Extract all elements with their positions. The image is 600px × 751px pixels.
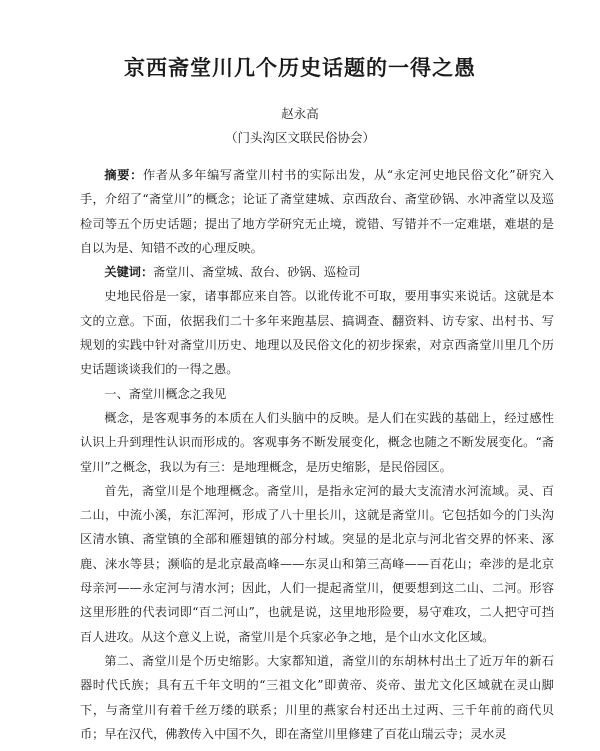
keywords-paragraph <box>80 260 554 284</box>
abstract-paragraph <box>80 163 554 260</box>
body-paragraph: 第二、斋堂川是个历史缩影。大家都知道，斋堂川的东胡林村出土了近万年的新石器时代氏族；具有五千年文明的“三祖文化”即黄帝、炎帝、蚩尤文化区域就在灵山脚下，与斋堂川有着千丝万缕的联系；川里的燕家台村还出土过两、三千年前的商代贝币；早在汉代，佛教传入中国不久，即在斋堂川里修建了百花山瑞云寺；灵水灵 <box>80 653 554 741</box>
section-heading: 一、斋堂川概念之我见 <box>104 386 227 401</box>
keywords-text: 斋堂川、斋堂城、敌台、砂锅、巡检司 <box>153 265 361 280</box>
keywords-label: 关键词： <box>104 265 154 280</box>
paper-body <box>80 163 554 746</box>
intro-paragraph: 史地民俗是一家，诸事都应来自答。以讹传讹不可取，要用事实来说话。这就是本文的立意。下面，依据我们二十多年来跑基层、搞调查、翻资料、访专家、出村书、写规划的实践中针对斋堂川历史、地理以及民俗文化的初步探索，对京西斋堂川里几个历史话题谈谈我们的一得之愚。 <box>80 289 554 377</box>
body-paragraph: 概念，是客观事务的本质在人们头脑中的反映。是人们在实践的基础上，经过感性认识上升到理性认识而形成的。客观事务不断发展变化，概念也随之不断发展变化。“斋堂川”之概念，我以为有三：是地理概念，是历史缩影，是民俗园区。 <box>80 410 554 474</box>
abstract-label: 摘要： <box>104 168 143 182</box>
author-name: 赵永高 <box>281 106 319 121</box>
abstract-text: 作者从多年编写斋堂川村书的实际出发，从“永定河史地民俗文化”研究入手，介绍了“斋堂川”的概念；论证了斋堂建城、京西敌台、斋堂砂锅、水冲斋堂以及巡检司等五个历史话题；提出了地方学研究无止境，谠错、写错并不一定难堪，难堪的是自以为是、知错不改的心理反映。 <box>80 168 554 255</box>
body-paragraph: 首先，斋堂川是个地理概念。斋堂川，是指永定河的最大支流清水河流域。灵、百二山，中流小溪，东汇浑河，形成了八十里长川，这就是斋堂川。它包括如今的门头沟区清水镇、斋堂镇的全部和雁翅镇的部分村域。突显的是北京与河北省交界的怀来、涿鹿、涞水等县；濒临的是北京最高峰——东灵山和第三高峰——百花山；牵涉的是北京母亲河——永定河与清水河；因此，人们一提起斋堂川，便要想到这二山、二河。形容这里形胜的代表词即“百二河山”，也就是说，这里地形险要，易守难攻，二人把守可挡百人进攻。从这个意义上说，斋堂川是个兵家必争之地，是个山水文化区域。 <box>80 483 554 644</box>
author-affiliation: （门头沟区文联民俗协会） <box>224 130 375 145</box>
paper-title: 京西斋堂川几个历史话题的一得之愚 <box>124 55 476 80</box>
